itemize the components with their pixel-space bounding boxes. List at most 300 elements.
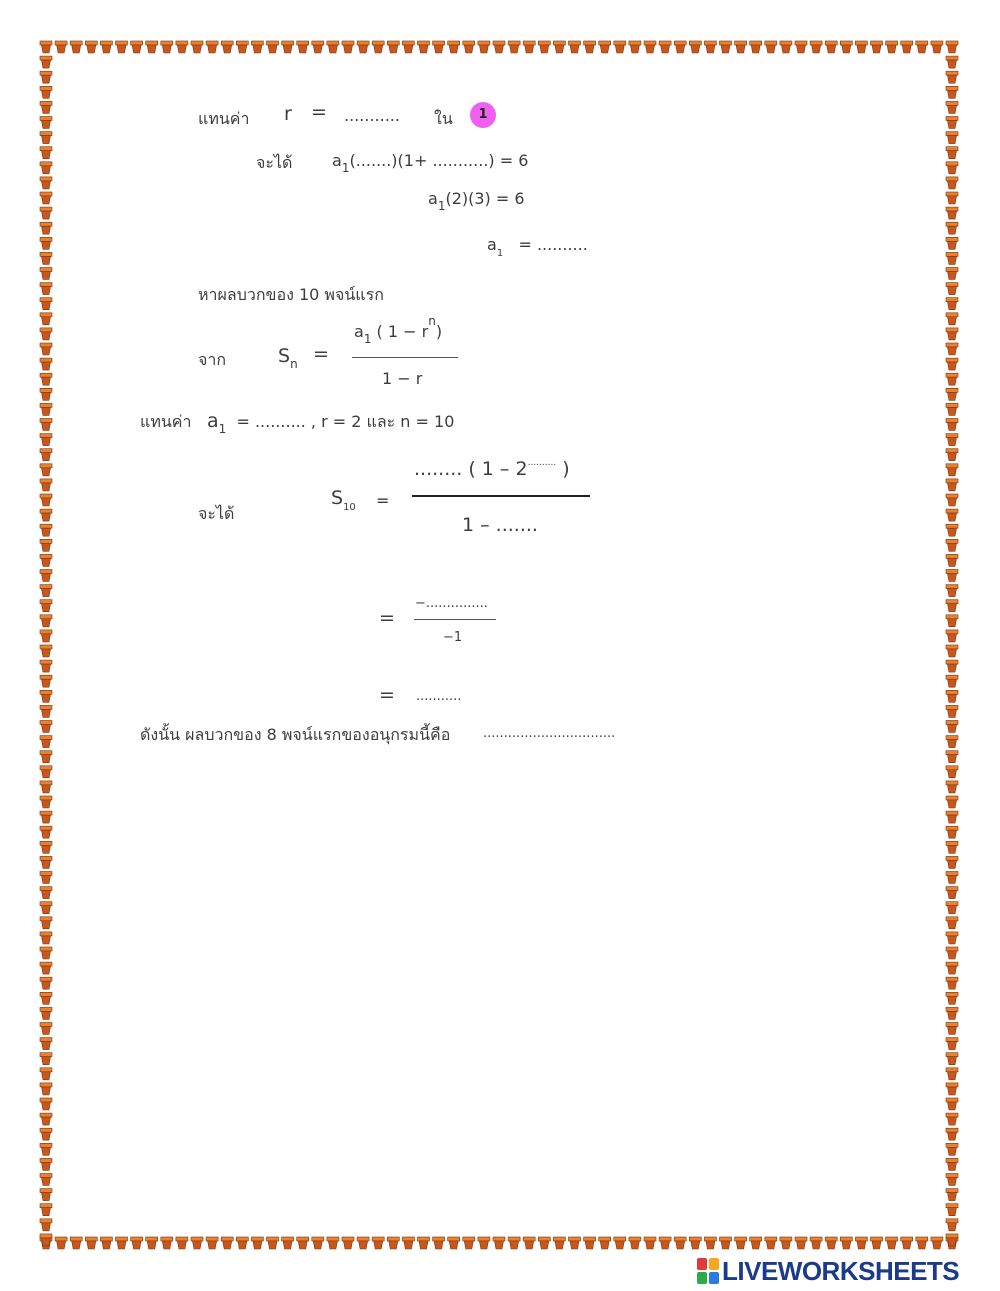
flowerpot-icon [946,751,958,763]
flowerpot-icon [946,645,958,657]
flowerpot-icon [40,1083,52,1095]
flowerpot-icon [40,434,52,446]
flowerpot-icon [946,917,958,929]
flowerpot-icon [765,41,777,53]
flowerpot-icon [55,41,67,53]
got-label: จะได้ [256,153,293,172]
flowerpot-icon [40,237,52,249]
flowerpot-icon [206,41,218,53]
subscript: 1 [363,332,372,346]
equation-line-2 [428,189,525,213]
r-variable: r [284,103,292,125]
formula-numerator [354,314,443,346]
flowerpot-icon [659,1237,671,1249]
flowerpot-icon [946,660,958,672]
flowerpot-icon [493,41,505,53]
flowerpot-icon [795,41,807,53]
flowerpot-icon [946,117,958,129]
flowerpot-icon [946,41,958,53]
flowerpot-icon [750,41,762,53]
a-symbol: a [428,189,438,208]
flowerpot-icon [780,41,792,53]
equals-sign: = [376,491,390,510]
flowerpot-icon [946,222,958,234]
flowerpot-icon [644,1237,656,1249]
flowerpot-icon [946,449,958,461]
superscript: n [428,314,436,328]
flowerpot-icon [946,1068,958,1080]
flowerpot-icon [946,237,958,249]
flowerpot-icon [946,434,958,446]
flowerpot-icon [40,554,52,566]
flowerpot-icon [946,419,958,431]
flowerpot-icon [946,388,958,400]
flowerpot-icon [946,615,958,627]
flowerpot-icon [946,479,958,491]
flowerpot-icon [55,1237,67,1249]
subscript: n [290,357,298,371]
numerator-close: ) [556,458,570,480]
from-label: จาก [198,350,227,369]
flowerpot-icon [553,1237,565,1249]
flowerpot-icon [40,41,52,53]
liveworksheets-logo-icon [697,1258,719,1284]
flowerpot-icon [946,192,958,204]
flowerpot-icon [40,86,52,98]
flowerpot-icon [689,1237,701,1249]
flowerpot-icon [191,1237,203,1249]
flowerpot-icon [402,41,414,53]
flowerpot-icon [946,766,958,778]
flowerpot-icon [946,570,958,582]
flowerpot-icon [553,41,565,53]
equation-ref-badge: 1 [470,102,496,128]
sum-heading: หาผลบวกของ 10 พจน์แรก [198,285,384,304]
flowerpot-icon [629,1237,641,1249]
flowerpot-icon [40,71,52,83]
flowerpot-icon [901,41,913,53]
flowerpot-icon [659,41,671,53]
flowerpot-icon [176,41,188,53]
substitution-values[interactable]: = .......... , r = 2 และ n = 10 [236,412,455,431]
numerator-close: ) [435,322,443,341]
flowerpot-icon [402,1237,414,1249]
flowerpot-icon [780,1237,792,1249]
flowerpot-icon [40,705,52,717]
flowerpot-icon [538,41,550,53]
flowerpot-icon [946,509,958,521]
flowerpot-icon [40,1174,52,1186]
flowerpot-icon [327,41,339,53]
flowerpot-icon [40,388,52,400]
flowerpot-icon [40,1128,52,1140]
a-symbol: a [207,410,219,432]
flowerpot-icon [946,585,958,597]
flowerpot-icon [946,690,958,702]
flowerpot-icon [508,1237,520,1249]
flowerpot-icon [946,992,958,1004]
flowerpot-icon [946,132,958,144]
flowerpot-icon [40,283,52,295]
flowerpot-icon [946,524,958,536]
flowerpot-icon [946,736,958,748]
flowerpot-icon [40,1038,52,1050]
flowerpot-icon [946,796,958,808]
flowerpot-icon [931,41,943,53]
flowerpot-icon [946,781,958,793]
flowerpot-icon [40,207,52,219]
flowerpot-icon [100,1237,112,1249]
flowerpot-icon [40,1068,52,1080]
flowerpot-icon [40,570,52,582]
flowerpot-icon [40,177,52,189]
flowerpot-icon [946,56,958,68]
flowerpot-icon [40,524,52,536]
flowerpot-icon [946,811,958,823]
flowerpot-icon [40,509,52,521]
s-letter: S [278,345,291,367]
flowerpot-icon [251,41,263,53]
flowerpot-icon [267,1237,279,1249]
flowerpot-icon [40,252,52,264]
flowerpot-icon [946,1113,958,1125]
flowerpot-icon [297,1237,309,1249]
flowerpot-icon [795,1237,807,1249]
flowerpot-icon [916,1237,928,1249]
flowerpot-icon [221,41,233,53]
flowerpot-icon [40,1098,52,1110]
flowerpot-icon [40,222,52,234]
flowerpot-icon [40,660,52,672]
flowerpot-icon [40,192,52,204]
r-blank[interactable]: ........... [344,106,400,125]
flowerpot-icon [946,252,958,264]
flowerpot-icon [946,283,958,295]
flowerpot-icon [508,41,520,53]
a-symbol: a [332,151,342,170]
flowerpot-icon [463,41,475,53]
flowerpot-icon [40,902,52,914]
flowerpot-icon [40,162,52,174]
flowerpot-icon [855,1237,867,1249]
step3-denominator: −1 [443,630,463,645]
fraction-bar [352,357,458,358]
flowerpot-icon [946,826,958,838]
flowerpot-icon [40,373,52,385]
s10-denominator[interactable]: 1 – ....... [462,514,538,536]
flowerpot-icon [40,56,52,68]
flowerpot-icon [418,41,430,53]
flowerpot-icon [614,41,626,53]
equals-sign: = [313,343,329,365]
got-label-2: จะได้ [198,504,235,523]
flowerpot-icon [946,721,958,733]
flowerpot-icon [810,1237,822,1249]
flowerpot-icon [161,1237,173,1249]
equals-sign: = [311,101,327,123]
flowerpot-icon [946,1038,958,1050]
flowerpot-icon [946,328,958,340]
flowerpot-icon [100,41,112,53]
flowerpot-icon [40,962,52,974]
flowerpot-icon [251,1237,263,1249]
flowerpot-icon [765,1237,777,1249]
flowerpot-icon [946,147,958,159]
flowerpot-icon [478,1237,490,1249]
flowerpot-icon [342,41,354,53]
flowerpot-icon [946,403,958,415]
equation-rest[interactable]: (.......)(1+ ...........) = 6 [349,151,529,170]
flowerpot-icon [40,917,52,929]
flowerpot-icon [946,705,958,717]
flowerpot-icon [689,41,701,53]
flowerpot-icon [735,1237,747,1249]
flowerpot-icon [720,41,732,53]
flowerpot-icon [70,1237,82,1249]
flowerpot-icon [946,494,958,506]
flowerpot-icon [946,298,958,310]
flowerpot-icon [40,751,52,763]
flowerpot-icon [191,41,203,53]
fraction-bar-3 [414,619,496,620]
flowerpot-icon [40,479,52,491]
flowerpot-icon [584,41,596,53]
flowerpot-icon [40,932,52,944]
conclusion-text: ดังนั้น ผลบวกของ 8 พจน์แรกของอนุกรมนี้คือ [140,725,451,744]
numerator-body[interactable]: ........ ( 1 – 2 [414,458,528,480]
flowerpot-icon [946,539,958,551]
flowerpot-icon [750,1237,762,1249]
flowerpot-icon [40,690,52,702]
flowerpot-icon [946,856,958,868]
flowerpot-icon [70,41,82,53]
flowerpot-icon [825,1237,837,1249]
flowerpot-icon [614,1237,626,1249]
conclusion-blank[interactable]: ................................ [483,726,616,741]
flowerpot-icon [886,41,898,53]
flowerpot-icon [40,268,52,280]
flowerpot-icon [40,766,52,778]
flowerpot-icon [161,41,173,53]
formula-denominator: 1 − r [382,369,423,388]
final-blank[interactable]: ........... [416,689,462,704]
flowerpot-icon [946,675,958,687]
flowerpot-icon [40,298,52,310]
flowerpot-icon [946,1143,958,1155]
exponent-blank[interactable]: .......... [527,458,557,468]
flowerpot-icon [674,41,686,53]
flowerpot-icon [946,872,958,884]
flowerpot-icon [735,41,747,53]
flowerpot-icon [946,1158,958,1170]
flowerpot-icon [387,41,399,53]
flowerpot-icon [40,675,52,687]
equals-sign: = [379,607,395,629]
flowerpot-icon [523,41,535,53]
flowerpot-icon [946,86,958,98]
flowerpot-icon [206,1237,218,1249]
flowerpot-icon [40,645,52,657]
flowerpot-icon [116,41,128,53]
flowerpot-icon [40,1113,52,1125]
logo-text: LIVEWORKSHEETS [722,1255,960,1286]
flowerpot-icon [40,826,52,838]
flowerpot-icon [40,132,52,144]
equation-rest: (2)(3) = 6 [445,189,525,208]
flowerpot-icon [40,1189,52,1201]
flowerpot-icon [946,177,958,189]
flowerpot-icon [40,992,52,1004]
flowerpot-icon [871,41,883,53]
subscript: 10 [343,502,356,513]
flowerpot-icon [946,343,958,355]
flowerpot-icon [282,1237,294,1249]
flowerpot-icon [855,41,867,53]
flowerpot-icon [40,147,52,159]
in-word: ใน [434,109,453,128]
s10-symbol [331,487,356,513]
flowerpot-icon [282,41,294,53]
substitute-label-2: แทนค่า [140,412,192,431]
flowerpot-icon [327,1237,339,1249]
flowerpot-icon [372,41,384,53]
flowerpot-icon [840,41,852,53]
flowerpot-icon [886,1237,898,1249]
flowerpot-icon [40,403,52,415]
flowerpot-icon [40,947,52,959]
flowerpot-icon [946,313,958,325]
flowerpot-icon [946,1053,958,1065]
flowerpot-icon [946,554,958,566]
flowerpot-icon [221,1237,233,1249]
flowerpot-icon [840,1237,852,1249]
flowerpot-icon [40,796,52,808]
flowerpot-icon [40,1204,52,1216]
subscript: 1 [437,199,446,213]
flowerpot-icon [463,1237,475,1249]
flowerpot-icon [629,41,641,53]
flowerpot-icon [644,41,656,53]
flowerpot-icon [40,585,52,597]
flowerpot-icon [704,1237,716,1249]
flowerpot-icon [599,1237,611,1249]
equation-line-3 [487,235,588,259]
flowerpot-icon [40,977,52,989]
flowerpot-icon [584,1237,596,1249]
flowerpot-icon [85,1237,97,1249]
a-symbol: a [487,235,497,254]
flowerpot-icon [40,887,52,899]
flowerpot-icon [40,841,52,853]
flowerpot-icon [418,1237,430,1249]
flowerpot-icon [946,71,958,83]
flowerpot-icon [40,117,52,129]
flowerpot-icon [946,101,958,113]
flowerpot-icon [916,41,928,53]
flowerpot-icon [357,41,369,53]
flowerpot-icon [448,41,460,53]
flowerpot-icon [267,41,279,53]
flowerpot-icon [946,1083,958,1095]
flowerpot-icon [40,328,52,340]
flowerpot-icon [946,1174,958,1186]
s10-numerator [414,458,570,480]
flowerpot-icon [131,1237,143,1249]
flowerpot-icon [40,600,52,612]
flowerpot-icon [946,932,958,944]
flowerpot-icon [720,1237,732,1249]
flowerpot-icon [40,1158,52,1170]
substitution-line [207,410,454,436]
flowerpot-icon [236,41,248,53]
flowerpot-icon [946,207,958,219]
sn-symbol [278,345,298,371]
flowerpot-icon [146,1237,158,1249]
flowerpot-icon [131,41,143,53]
flowerpot-icon [946,1219,958,1231]
flowerpot-icon [40,343,52,355]
flowerpot-icon [342,1237,354,1249]
flowerpot-icon [946,1007,958,1019]
flowerpot-icon [40,1023,52,1035]
numerator-body: ( 1 − r [376,322,429,341]
flowerpot-icon [40,1143,52,1155]
flowerpot-icon [40,1007,52,1019]
flowerpot-icon [901,1237,913,1249]
equation-line-1 [332,151,528,175]
fraction-bar-2 [412,495,590,497]
subscript: 1 [341,161,350,175]
flowerpot-icon [40,358,52,370]
flowerpot-icon [946,947,958,959]
flowerpot-icon [674,1237,686,1249]
flowerpot-icon [569,1237,581,1249]
a1-blank[interactable]: = .......... [518,235,588,254]
flowerpot-icon [40,781,52,793]
flowerpot-icon [871,1237,883,1249]
flowerpot-icon [946,902,958,914]
flowerpot-icon [433,41,445,53]
flowerpot-icon [946,887,958,899]
flowerpot-icon [40,1053,52,1065]
flowerpot-icon [40,1219,52,1231]
flowerpot-icon [372,1237,384,1249]
flowerpot-icon [704,41,716,53]
flowerpot-icon [40,721,52,733]
flowerpot-icon [946,268,958,280]
step3-numerator[interactable]: −............... [415,596,488,611]
flowerpot-icon [116,1237,128,1249]
flowerpot-icon [236,1237,248,1249]
flowerpot-icon [478,41,490,53]
flowerpot-icon [40,449,52,461]
flowerpot-icon [40,539,52,551]
flowerpot-icon [599,41,611,53]
flowerpot-icon [40,872,52,884]
flowerpot-icon [40,630,52,642]
flowerpot-icon [40,419,52,431]
flowerpot-icon [40,464,52,476]
flowerpot-icon [297,41,309,53]
flowerpot-icon [312,41,324,53]
flowerpot-icon [433,1237,445,1249]
a-symbol: a [354,322,364,341]
flowerpot-icon [40,494,52,506]
flowerpot-icon [946,162,958,174]
s-letter: S [331,487,344,509]
flowerpot-icon [493,1237,505,1249]
flowerpot-icon [40,856,52,868]
